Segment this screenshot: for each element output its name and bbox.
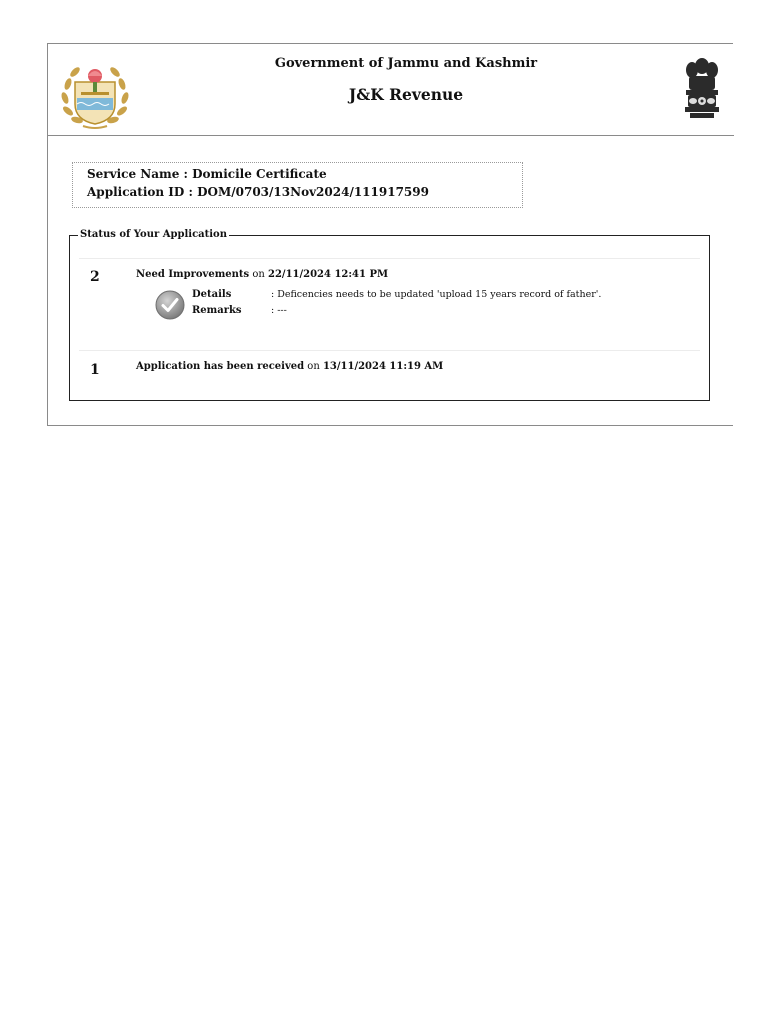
header-title-government: Government of Jammu and Kashmir [274,56,538,71]
remarks-value: : --- [271,305,287,316]
step-title: Need Improvements [136,269,250,280]
status-fieldset [69,229,710,401]
step-heading [136,361,443,372]
step-heading [136,269,388,280]
document-sheet [47,43,733,426]
details-value: : Deficencies needs to be updated 'upload 15 years record of father'. [271,289,602,300]
status-step-1 [79,350,700,398]
check-icon [155,290,185,320]
service-info-box [72,162,523,208]
header-title-department: J&K Revenue [348,85,464,104]
details-label: Details [192,289,232,300]
document-header [48,44,734,136]
national-emblem-icon [682,54,722,120]
remarks-label: Remarks [192,305,242,316]
application-id: Application ID : DOM/0703/13Nov2024/111917599 [87,185,429,199]
step-on: on [249,269,268,280]
status-legend: Status of Your Application [80,229,228,240]
step-number: 2 [90,269,100,285]
step-datetime: 22/11/2024 12:41 PM [268,269,389,280]
step-on: on [304,361,323,372]
step-datetime: 13/11/2024 11:19 AM [322,361,444,372]
step-title: Application has been received [136,361,305,372]
step-number: 1 [90,362,100,378]
service-name: Service Name : Domicile Certificate [87,167,327,181]
status-step-2 [79,258,700,350]
